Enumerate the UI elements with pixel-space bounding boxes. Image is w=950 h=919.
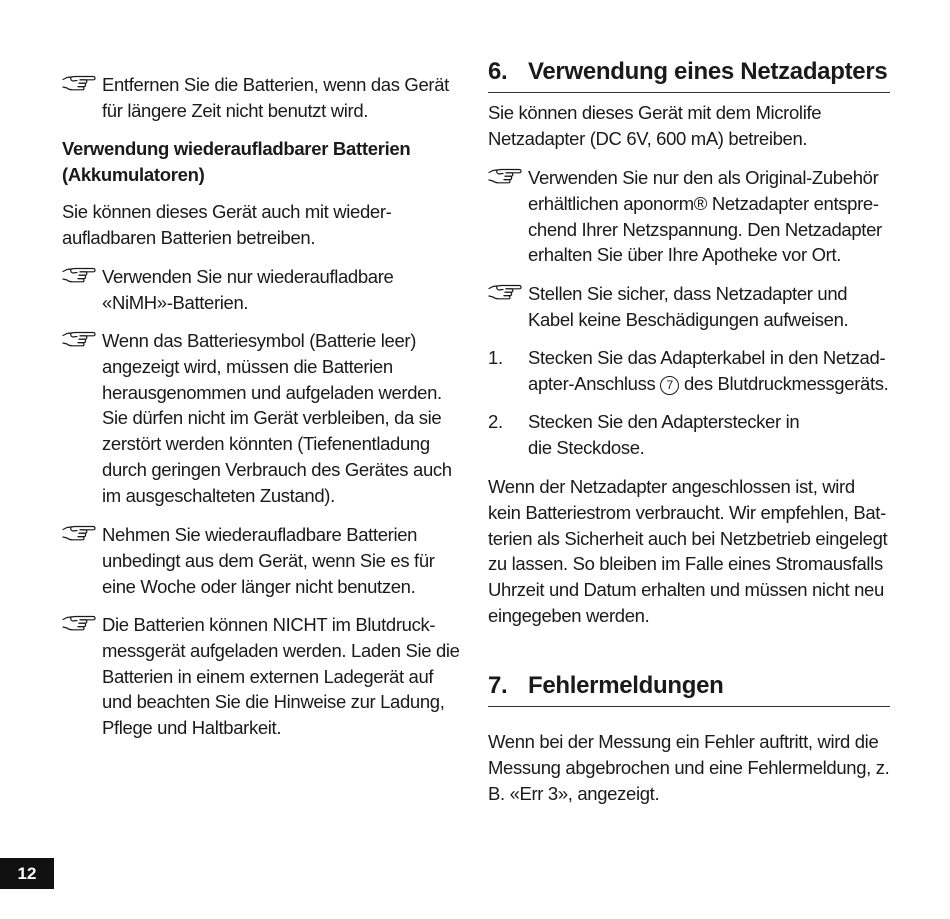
section-7-heading [488,672,890,707]
section-7-text: Wenn bei der Messung ein Fehler auftritt, wird die Messung abgebrochen und eine Fehlermeldung, z. B. «Err 3», angezeigt. [488,731,890,804]
intro-rechargeable: Sie können dieses Gerät auch mit wiederaufladbaren Batterien betreiben. [62,201,392,248]
note-nimh [62,264,460,316]
note-text: Die Batterien können NICHT im Blutdruckmessgerät aufgeladen werden. Laden Sie die Batterien in einem externen Ladegerät auf und beachten Sie die Hinweise zur Ladung, Pflege und Haltbarkeit. [102,614,460,739]
pointing-hand-icon [62,328,102,348]
section-number: 6. [488,58,508,85]
note-text: Stellen Sie sicher, dass Netzadapter und Kabel keine Beschädigungen aufweisen. [528,283,849,330]
step-2 [488,409,890,461]
page-number: 12 [0,858,54,889]
step-text: Stecken Sie den Adapterstecker in die Steckdose. [528,411,800,458]
pointing-hand-icon [488,281,528,301]
note-remove-rechargeable [62,522,460,599]
pointing-hand-icon [62,72,102,92]
step-number: 2. [488,411,503,432]
pointing-hand-icon [62,522,102,542]
section-title: Verwendung eines Netzadapters [528,58,888,85]
note-original-adapter [488,165,890,268]
pointing-hand-icon [62,612,102,632]
step-1 [488,345,890,397]
note-no-charging [62,612,460,741]
step-text-part: Stecken Sie das Adapterkabel in den Netzadapter-Anschluss [528,347,886,394]
note-text: Verwenden Sie nur den als Original-Zubehör erhältlichen aponorm® Netzadapter entsprechend Ihrer Netzspannung. Den Netzadapter erhalten Sie über Ihre Apotheke vor Ort. [528,167,882,266]
section-6-heading [488,58,890,93]
note-check-damage [488,281,890,333]
section-6-outro: Wenn der Netzadapter angeschlossen ist, wird kein Batteriestrom verbraucht. Wir empfehlen, Batterien als Sicherheit auch bei Netzbetrieb eingelegt zu lassen. So bleiben im Falle eines Stromausfalls Uhrzeit und Datum erhalten und müssen nicht neu eingegeben werden. [488,476,888,626]
note-text: Nehmen Sie wiederaufladbare Batterien unbedingt aus dem Gerät, wenn Sie es für eine Woche oder länger nicht benutzen. [102,524,435,597]
section-6-intro: Sie können dieses Gerät mit dem Microlife Netzadapter (DC 6V, 600 mA) betreiben. [488,102,822,149]
note-text: Entfernen Sie die Batterien, wenn das Gerät für längere Zeit nicht benutzt wird. [102,74,449,121]
note-text: Verwenden Sie nur wiederaufladbare «NiMH»-Batterien. [102,266,394,313]
section-title: Fehlermeldungen [528,672,724,699]
step-number: 1. [488,347,503,368]
subheading-rechargeable: Verwendung wiederaufladbarer Batterien (Akkumulatoren) [62,138,411,185]
note-battery-symbol [62,328,460,509]
step-text-part: des Blutdruckmessgeräts. [679,372,889,394]
pointing-hand-icon [488,165,528,185]
pointing-hand-icon [62,264,102,284]
note-text: Wenn das Batteriesymbol (Batterie leer) angezeigt wird, müssen die Batterien herausgenommen und aufgeladen werden. Sie dürfen nicht im Gerät verbleiben, da sie zerstört werden könnten (Tiefenentladung durch geringen Verbrauch des Gerätes auch im ausgeschalteten Zustand). [102,330,452,506]
circled-number-icon: 7 [660,376,679,395]
section-number: 7. [488,672,508,699]
step-text [528,345,890,397]
note-remove-batteries [62,72,460,124]
